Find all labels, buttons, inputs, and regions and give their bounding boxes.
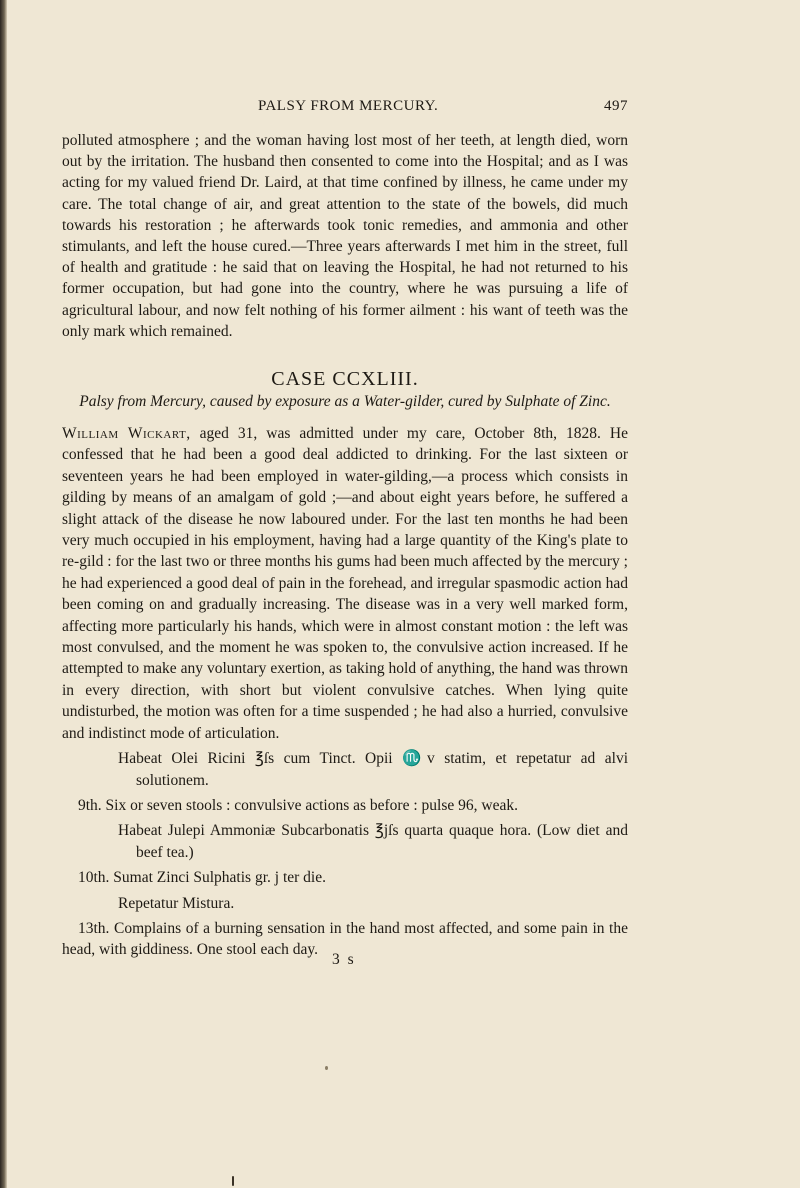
entry-13th: 13th. Complains of a burning sensation in the hand most affected, and some pain in the head, with giddiness. One stool each day. — [62, 919, 628, 959]
continued-paragraph — [62, 130, 628, 342]
patient-name: William Wickart, — [62, 425, 191, 442]
case-intro-text: aged 31, was admitted under my care, October 8th, 1828. He confessed that he had been a good deal addicted to drinking. For the last sixteen or seventeen years he had been employed in water-gilding,—a process which consists in gilding by means of an amalgam of gold ;—and about eight years before, he suffered a slight attack of the disease he now laboured under. For the last ten months he had been very much occupied in his employment, having had a large quantity of the King's plate to re-gild : for the last two or three months his gums had been much affected by the mercury ; he had experienced a good deal of pain in the forehead, and irregular spasmodic action had been coming on and gradually increasing. The disease was in a very well marked form, affecting more particularly his hands, which were in almost constant motion : the left was most convulsed, and the moment he was spoken to, the convulsive action increased. If he attempted to make any voluntary exertion, as taking hold of anything, the hand was thrown in every direction, with short but violent convulsive catches. When lying quite undisturbed, the motion was often for a time suspended ; he had also a hurried, convulsive and indistinct mode of articulation. — [62, 425, 628, 742]
case-intro-paragraph — [62, 423, 628, 744]
entry-9th: 9th. Six or seven stools : convulsive actions as before : pulse 96, weak. — [78, 796, 518, 814]
running-title: PALSY FROM MERCURY. — [258, 98, 439, 114]
book-spine-edge — [0, 0, 7, 1188]
prescription-3: Repetatur Mistura. — [118, 894, 235, 912]
page-number: 497 — [604, 98, 628, 114]
running-header — [62, 98, 628, 118]
prescription-1: Habeat Olei Ricini ℥ſs cum Tinct. Opii ♏v statim, et repetatur ad alvi solutionem. — [118, 750, 628, 789]
case-subtitle: Palsy from Mercury, caused by exposure as a Water-gilder, cured by Sulphate of Zinc. — [79, 393, 611, 410]
case-title: CASE CCXLIII. — [271, 368, 419, 390]
paper-speck — [325, 1066, 328, 1070]
case-body — [62, 423, 628, 961]
continued-paragraph-text: polluted atmosphere ; and the woman having lost most of her teeth, at length died, worn out by the irritation. The husband then consented to come into the Hospital; and as I was acting for my valued friend Dr. Laird, at that time confined by illness, he came under my care. The total change of air, and great attention to the state of the bowels, did much towards his restoration ; he afterwards took tonic remedies, and ammonia and other stimulants, and left the house cured.—Three years afterwards I met him in the street, full of health and gratitude : he said that on leaving the Hospital, he had not returned to his former occupation, but had gone into the country, where he was pursuing a life of agricultural labour, and now felt nothing of his former ailment : his want of teeth was the only mark which remained. — [62, 132, 628, 340]
signature-mark: 3 s — [332, 951, 356, 968]
entry-10th: 10th. Sumat Zinci Sulphatis gr. j ter die. — [78, 869, 326, 887]
paper-mark — [232, 1176, 234, 1186]
prescription-2: Habeat Julepi Ammoniæ Subcarbonatis ℥jſs quarta quaque hora. (Low diet and beef tea.) — [118, 822, 628, 861]
